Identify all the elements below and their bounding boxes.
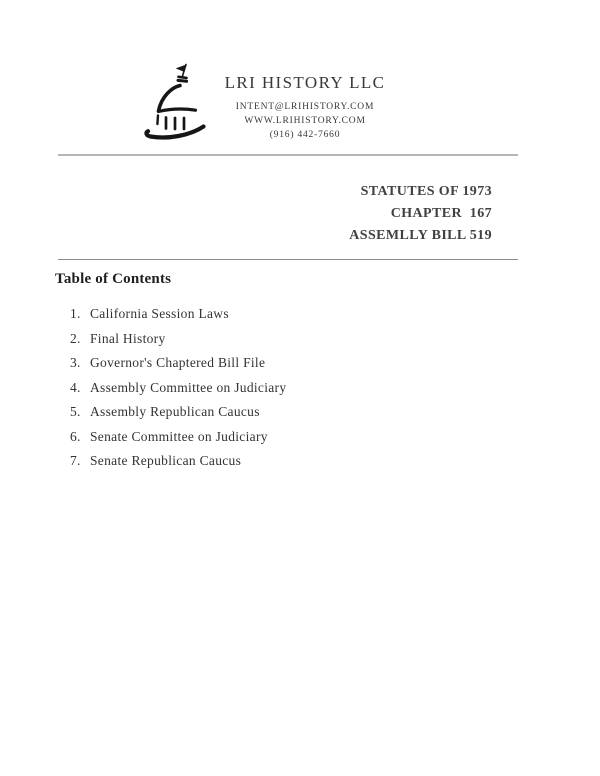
toc-item-label: Senate Committee on Judiciary: [90, 428, 268, 444]
toc-item-label: Assembly Committee on Judiciary: [90, 379, 287, 395]
toc-item-number: 3.: [70, 355, 81, 370]
toc-item-number: 6.: [70, 428, 81, 444]
letterhead: [205, 72, 405, 142]
contact-website: WWW.LRIHISTORY.COM: [244, 116, 366, 126]
toc-item: [70, 449, 286, 474]
statute-reference-block: [349, 181, 492, 247]
toc-item-number: 1.: [70, 306, 81, 321]
toc-item-label: California Session Laws: [90, 306, 229, 321]
company-name: LRI HISTORY LLC: [224, 73, 386, 92]
toc-item: [70, 376, 286, 401]
toc-item-label: Assembly Republican Caucus: [90, 404, 260, 419]
toc-item-number: 7.: [70, 453, 81, 468]
toc-item: [70, 302, 286, 327]
toc-item-label: Final History: [90, 330, 166, 346]
header-divider-rule: [58, 154, 518, 156]
toc-item: [70, 327, 286, 352]
toc-item-label: Governor's Chaptered Bill File: [90, 355, 266, 370]
toc-item: [70, 400, 286, 425]
toc-item: [70, 351, 286, 376]
contact-phone: (916) 442-7660: [269, 130, 341, 140]
statute-line-chapter: CHAPTER 167: [390, 206, 492, 221]
toc-item-label: Senate Republican Caucus: [90, 453, 242, 468]
toc-item-number: 4.: [70, 379, 81, 395]
toc-item-number: 5.: [70, 404, 81, 419]
toc-item: [70, 425, 286, 450]
statute-line-year: STATUTES OF 1973: [360, 184, 492, 199]
statute-divider-rule: [58, 259, 518, 260]
statute-line-bill: ASSEMLLY BILL 519: [349, 228, 492, 243]
toc-heading: Table of Contents: [55, 271, 172, 287]
contact-email: INTENT@LRIHISTORY.COM: [235, 102, 375, 112]
toc-item-number: 2.: [70, 330, 81, 346]
toc-list: [70, 302, 286, 474]
